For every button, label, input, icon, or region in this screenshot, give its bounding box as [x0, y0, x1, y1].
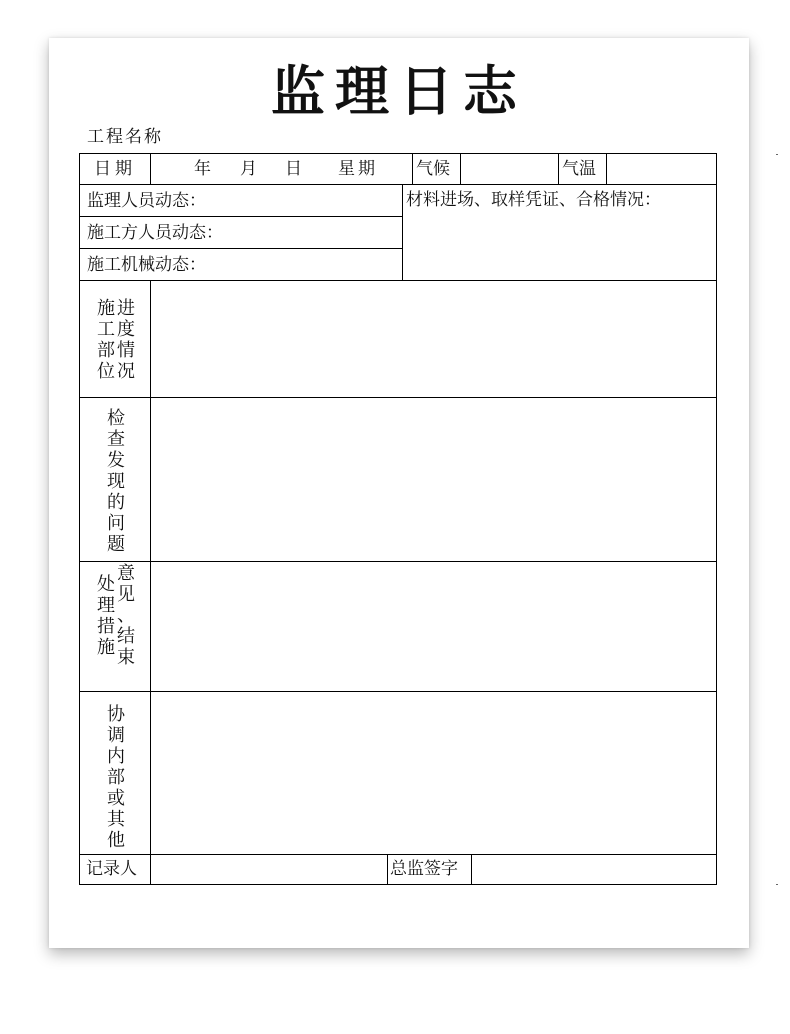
row-divider	[80, 691, 716, 692]
row-divider	[80, 216, 402, 217]
handling-label-col-1: 处 理 措 施	[97, 574, 115, 658]
row-divider	[80, 280, 716, 281]
col-divider	[150, 854, 151, 884]
log-sheet	[49, 38, 749, 948]
temperature-label: 气温	[562, 159, 596, 179]
contractor-status-label: 施工方人员动态：	[87, 223, 223, 243]
handling-label-col-2: 意 见 、 结 束	[117, 563, 135, 668]
date-label: 日期	[94, 159, 136, 179]
log-form-table	[79, 153, 717, 885]
weather-label: 气候	[416, 159, 450, 179]
year-label: 年	[194, 159, 211, 179]
project-name-label: 工程名称	[87, 127, 163, 147]
col-divider	[150, 280, 151, 854]
col-divider	[460, 154, 461, 184]
row-divider	[80, 854, 716, 855]
recorder-label: 记录人	[86, 859, 137, 879]
col-divider	[402, 184, 403, 280]
progress-label-col-2: 进 度 情 况	[117, 298, 135, 382]
month-label: 月	[240, 159, 257, 179]
col-divider	[412, 154, 413, 184]
coordination-label: 协 调 内 部 或 其 他	[107, 704, 125, 851]
col-divider	[471, 854, 472, 884]
scan-speck	[776, 154, 778, 155]
supervisor-status-label: 监理人员动态：	[87, 191, 206, 211]
row-divider	[80, 248, 402, 249]
progress-label-col-1: 施 工 部 位	[97, 298, 115, 382]
col-divider	[558, 154, 559, 184]
machinery-status-label: 施工机械动态：	[87, 255, 206, 275]
row-divider	[80, 397, 716, 398]
day-label: 日	[285, 159, 302, 179]
weekday-label: 星期	[338, 159, 378, 179]
chief-signature-label: 总监签字	[390, 859, 458, 879]
row-divider	[80, 561, 716, 562]
row-divider	[80, 184, 716, 185]
page-title: 监理日志	[271, 59, 527, 123]
issues-label: 检 查 发 现 的 问 题	[107, 408, 125, 555]
col-divider	[150, 154, 151, 184]
col-divider	[606, 154, 607, 184]
materials-status-label: 材料进场、取样凭证、合格情况：	[406, 190, 661, 210]
col-divider	[387, 854, 388, 884]
scan-speck	[776, 884, 778, 885]
